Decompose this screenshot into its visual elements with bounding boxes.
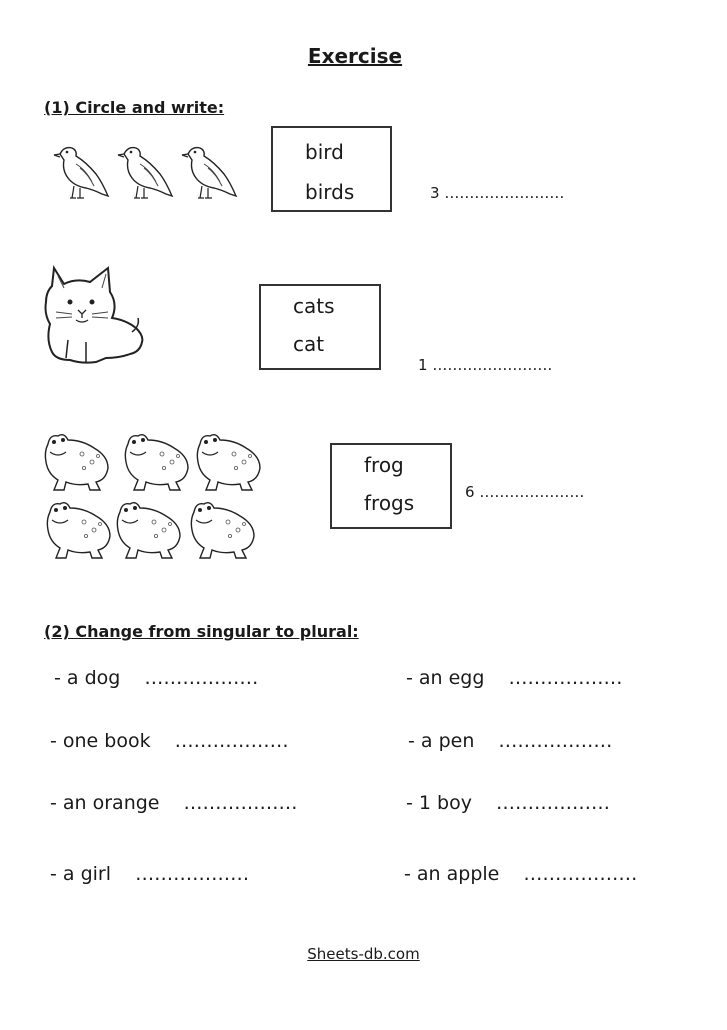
blank-line[interactable]: ……………… — [135, 863, 250, 885]
bird-icon — [182, 148, 236, 198]
word-choice-box-1 — [271, 126, 392, 212]
option-frog[interactable]: frog — [364, 453, 404, 477]
word-choice-box-2 — [259, 284, 381, 370]
plural-item-an-egg — [406, 667, 622, 689]
count-label: 3 — [430, 184, 440, 202]
cat-illustration — [36, 262, 146, 366]
bird-icon — [118, 148, 172, 198]
blank-line[interactable]: ……………… — [508, 667, 623, 689]
item-word: - one book — [50, 730, 151, 752]
option-cat[interactable]: cat — [293, 332, 325, 356]
blank-line[interactable]: …………………… — [432, 356, 553, 374]
frogs-illustration — [42, 430, 272, 564]
frog-icon — [125, 435, 188, 490]
plural-item-an-orange — [50, 792, 298, 814]
blank-line[interactable]: ……………… — [498, 730, 613, 752]
blank-line[interactable]: ………………… — [479, 483, 585, 501]
option-cats[interactable]: cats — [293, 294, 335, 318]
answer-line-1[interactable] — [430, 184, 564, 202]
option-frogs[interactable]: frogs — [364, 491, 415, 515]
plural-item-an-apple — [404, 863, 637, 885]
page-title: Exercise — [307, 44, 403, 68]
frog-icon — [45, 435, 108, 490]
item-word: - a pen — [408, 730, 475, 752]
item-word: - 1 boy — [406, 792, 472, 814]
item-word: - a dog — [54, 667, 121, 689]
answer-line-3[interactable] — [465, 483, 584, 501]
bird-icon — [54, 148, 108, 198]
blank-line[interactable]: ……………… — [496, 792, 610, 814]
plural-item-a-pen — [408, 730, 612, 752]
plural-item-1-boy — [406, 792, 610, 814]
count-label: 6 — [465, 483, 475, 501]
item-word: - an apple — [404, 863, 500, 885]
item-word: - an egg — [406, 667, 485, 689]
plural-item-one-book — [50, 730, 289, 752]
blank-line[interactable]: ……………… — [144, 667, 259, 689]
plural-item-a-dog — [54, 667, 258, 689]
section-2-heading: (2) Change from singular to plural: — [44, 622, 359, 641]
frog-icon — [117, 503, 180, 558]
frog-icon — [47, 503, 110, 558]
blank-line[interactable]: …………………… — [444, 184, 565, 202]
birds-illustration — [52, 140, 252, 204]
frog-icon — [191, 503, 254, 558]
plural-item-a-girl — [50, 863, 249, 885]
count-label: 1 — [418, 356, 428, 374]
item-word: - an orange — [50, 792, 160, 814]
item-word: - a girl — [50, 863, 112, 885]
answer-line-2[interactable] — [418, 356, 552, 374]
frog-icon — [197, 435, 260, 490]
word-choice-box-3 — [330, 443, 452, 529]
blank-line[interactable]: ……………… — [174, 730, 289, 752]
section-1-heading: (1) Circle and write: — [44, 98, 225, 117]
option-bird[interactable]: bird — [305, 140, 344, 164]
option-birds[interactable]: birds — [305, 180, 355, 204]
blank-line[interactable]: ……………… — [523, 863, 638, 885]
footer-source-link[interactable]: Sheets-db.com — [307, 945, 420, 963]
blank-line[interactable]: ……………… — [183, 792, 298, 814]
